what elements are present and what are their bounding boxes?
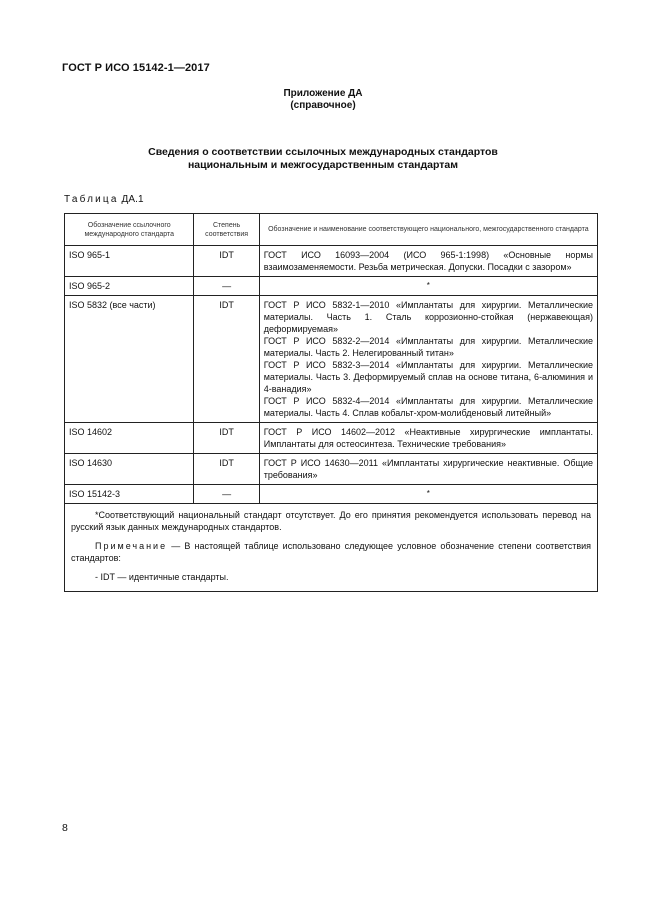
table-caption: [64, 194, 144, 205]
cell-international-standard: ISO 14602: [65, 423, 194, 454]
document-header: ГОСТ Р ИСО 15142-1—2017: [62, 62, 210, 74]
cell-international-standard: ISO 965-2: [65, 277, 194, 296]
table-row: [65, 277, 598, 296]
table-caption-prefix: Таблица: [64, 194, 119, 205]
section-title-line-1: Сведения о соответствии ссылочных международных стандартов: [148, 146, 498, 158]
note-text: — В настоящей таблице использовано следующее условное обозначение степени соответствия стандартов:: [71, 541, 591, 563]
table-row: [65, 485, 598, 504]
cell-international-standard: ISO 14630: [65, 454, 194, 485]
cell-degree: IDT: [194, 454, 259, 485]
header-international-standard: Обозначение ссылочного международного стандарта: [65, 214, 194, 246]
national-standard-entry: ГОСТ Р ИСО 5832-3—2014 «Имплантаты для хирургии. Металлические материалы. Часть 3. Деформируемый сплав на основе титана, 6-алюминия и 4-ванадия»: [263, 360, 593, 394]
cell-degree: —: [194, 485, 259, 504]
national-standard-entry: ГОСТ Р ИСО 5832-4—2014 «Имплантаты для хирургии. Металлические материалы. Часть 4. Сплав кобальт-хром-молибденовый литейный»: [263, 396, 593, 418]
cell-international-standard: ISO 15142-3: [65, 485, 194, 504]
degree-legend: - IDT — идентичные стандарты.: [95, 572, 229, 582]
cell-national-standard-footnote: *: [259, 277, 597, 296]
correspondence-table: [64, 213, 598, 592]
table-row: [65, 423, 598, 454]
table-note: [71, 540, 591, 564]
cell-national-standard: ГОСТ Р ИСО 14630—2011 «Имплантаты хирургические неактивные. Общие требования»: [259, 454, 597, 485]
cell-national-standard: [259, 296, 597, 423]
national-standard-entry: ГОСТ Р ИСО 5832-2—2014 «Имплантаты для хирургии. Металлические материалы. Часть 2. Нелегированный титан»: [263, 336, 593, 358]
cell-national-standard-footnote: *: [259, 485, 597, 504]
table-caption-number: ДА.1: [121, 194, 144, 205]
appendix-title: Приложение ДА: [283, 88, 363, 99]
table-row: [65, 296, 598, 423]
appendix-heading: [0, 88, 646, 112]
cell-national-standard: ГОСТ ИСО 16093—2004 (ИСО 965-1:1998) «Основные нормы взаимозаменяемости. Резьба метрическая. Допуски. Посадки с зазором»: [259, 246, 597, 277]
table-footnote: *Соответствующий национальный стандарт отсутствует. До его принятия рекомендуется использовать перевод на русский язык данных международных стандартов.: [71, 510, 591, 532]
section-title: [0, 146, 646, 172]
table-notes-row: [65, 504, 598, 592]
cell-international-standard: ISO 5832 (все части): [65, 296, 194, 423]
header-degree: Степень соответствия: [194, 214, 259, 246]
cell-degree: IDT: [194, 423, 259, 454]
note-label: Примечание: [95, 541, 168, 551]
appendix-subtitle: (справочное): [290, 100, 356, 111]
cell-degree: IDT: [194, 296, 259, 423]
section-title-line-2: национальным и межгосударственным стандартам: [187, 159, 459, 171]
national-standard-entry: ГОСТ Р ИСО 5832-1—2010 «Имплантаты для хирургии. Металлические материалы. Часть 1. Сталь коррозионно-стойкая (нержавеющая) деформируемая»: [263, 300, 593, 334]
cell-degree: IDT: [194, 246, 259, 277]
cell-international-standard: ISO 965-1: [65, 246, 194, 277]
page-number: 8: [62, 822, 68, 834]
cell-degree: —: [194, 277, 259, 296]
cell-national-standard: ГОСТ Р ИСО 14602—2012 «Неактивные хирургические имплантаты. Имплантаты для остеосинтеза. Технические требования»: [259, 423, 597, 454]
table-row: [65, 454, 598, 485]
table-header-row: [65, 214, 598, 246]
table-notes: [65, 504, 598, 592]
table-row: [65, 246, 598, 277]
header-national-standard: Обозначение и наименование соответствующего национального, межгосударственного стандарта: [259, 214, 597, 246]
